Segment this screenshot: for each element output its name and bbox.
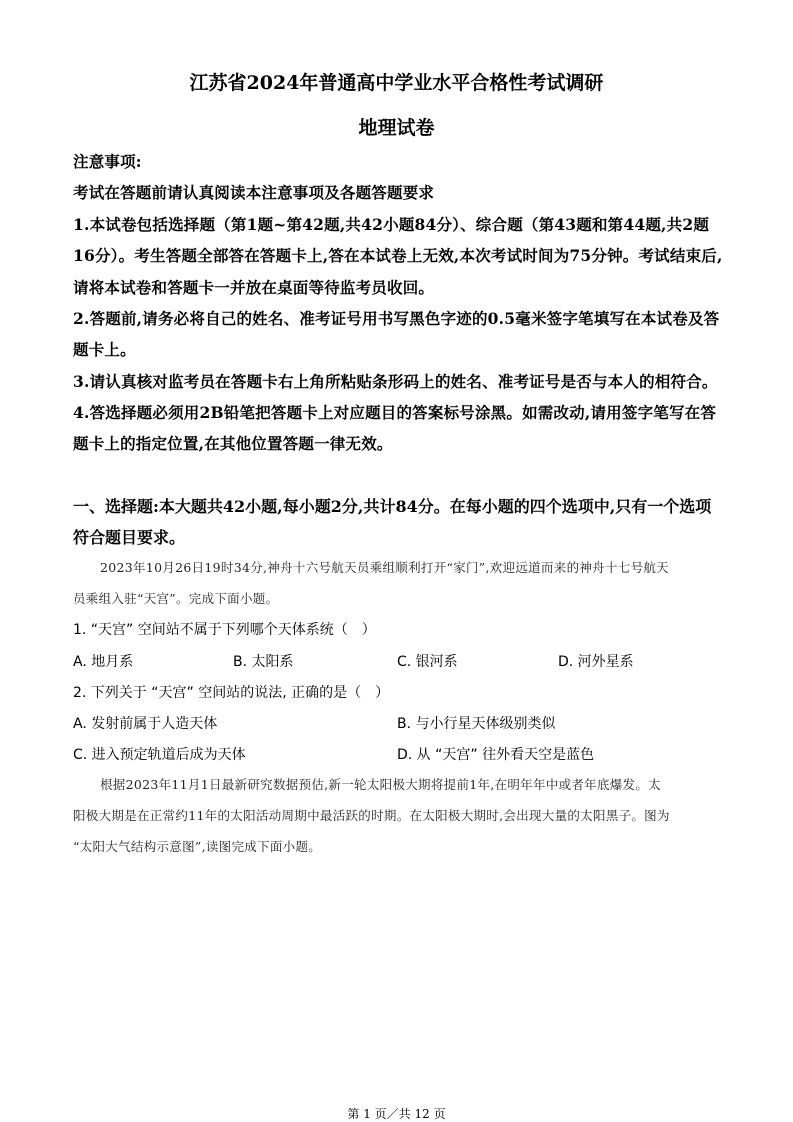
option-b: B. 与小行星天体级别类似 xyxy=(397,716,556,732)
passage-line: 根据2023年11月1日最新研究数据预估,新一轮太阳极大期将提前1年,在明年年中或者年底爆发。太 xyxy=(100,777,661,792)
page-footer: 第 1 页／共 12 页 xyxy=(347,1107,446,1121)
option-a: A. 发射前属于人造天体 xyxy=(73,716,218,732)
page-subtitle: 地理试卷 xyxy=(358,117,435,139)
option-c: C. 银河系 xyxy=(397,654,458,670)
section-heading: 符合题目要求。 xyxy=(73,528,186,547)
option-c: C. 进入预定轨道后成为天体 xyxy=(73,747,246,763)
notice-line: 3.请认真核对监考员在答题卡右上角所粘贴条形码上的姓名、准考证号是否与本人的相符合。 xyxy=(73,372,718,391)
passage-line: 阳极大期是在正常约11年的太阳活动周期中最活跃的时期。在太阳极大期时,会出现大量的太阳黑子。图为 xyxy=(73,808,670,823)
notice-line: 题卡上。 xyxy=(73,340,136,359)
question-stem: 1. “天宫” 空间站不属于下列哪个天体系统（ ） xyxy=(73,622,376,638)
notice-line: 题卡上的指定位置,在其他位置答题一律无效。 xyxy=(73,434,393,453)
notice-heading: 注意事项: xyxy=(73,152,142,171)
notice-line: 2.答题前,请务必将自己的姓名、准考证号用书写黑色字迹的0.5毫米签字笔填写在本试卷及答 xyxy=(73,309,720,328)
section-heading: 一、选择题:本大题共42小题,每小题2分,共计84分。在每小题的四个选项中,只有一个选项 xyxy=(73,497,712,516)
option-b: B. 太阳系 xyxy=(233,654,294,670)
notice-line: 1.本试卷包括选择题（第1题~第42题,共42小题84分）、综合题（第43题和第44题,共2题 xyxy=(73,215,710,234)
notice-line: 16分）。考生答题全部答在答题卡上,答在本试卷上无效,本次考试时间为75分钟。考试结束后, xyxy=(73,246,723,265)
question-stem: 2. 下列关于 “天宫” 空间站的说法, 正确的是（ ） xyxy=(73,685,390,701)
notice-line: 考试在答题前请认真阅读本注意事项及各题答题要求 xyxy=(73,183,435,202)
option-d: D. 河外星系 xyxy=(558,654,634,670)
passage-line: 2023年10月26日19时34分,神舟十六号航天员乘组顺利打开“家门”,欢迎远道而来的神舟十七号航天 xyxy=(100,560,669,575)
option-d: D. 从 “天宫” 往外看天空是蓝色 xyxy=(397,747,595,763)
passage-line: “太阳大气结构示意图”,读图完成下面小题。 xyxy=(73,839,322,854)
page-title: 江苏省2024年普通高中学业水平合格性考试调研 xyxy=(189,72,604,94)
passage-line: 员乘组入驻“天宫”。完成下面小题。 xyxy=(73,591,279,606)
notice-line: 请将本试卷和答题卡一并放在桌面等待监考员收回。 xyxy=(73,278,435,297)
option-a: A. 地月系 xyxy=(73,654,134,670)
notice-line: 4.答选择题必须用2B铅笔把答题卡上对应题目的答案标号涂黑。如需改动,请用签字笔写在答 xyxy=(73,403,717,422)
